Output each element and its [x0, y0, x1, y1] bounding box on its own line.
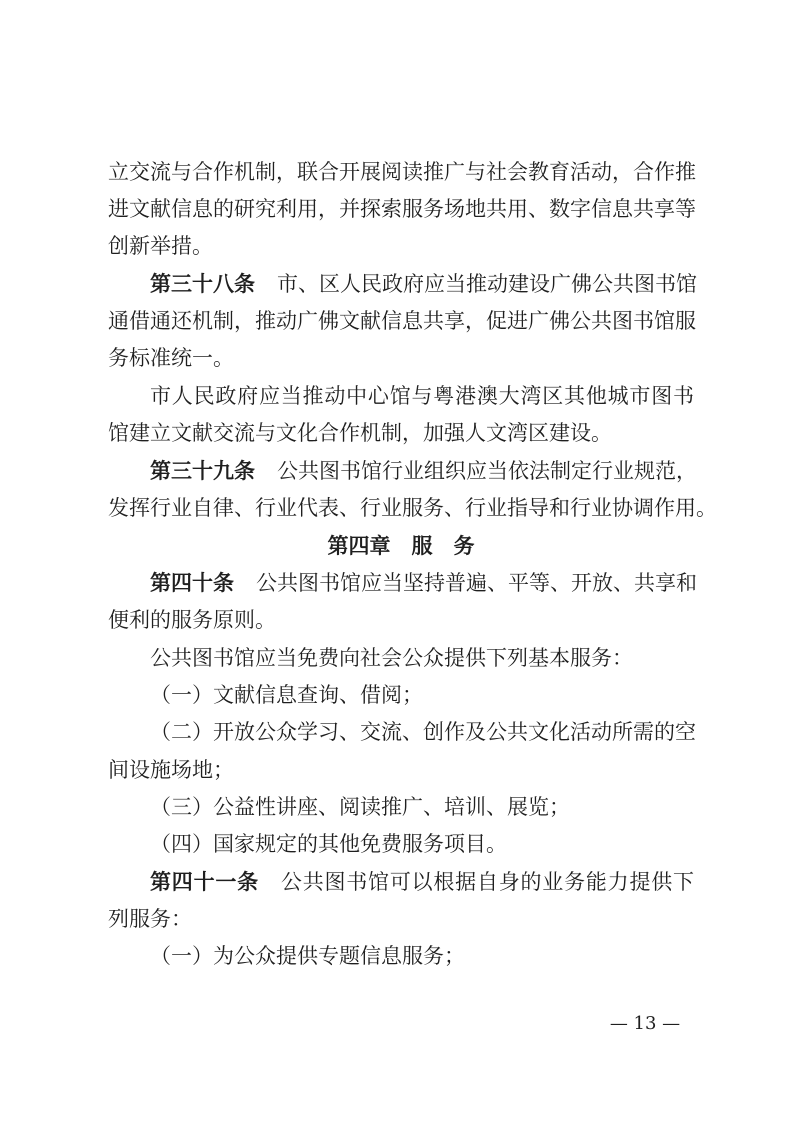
list-item: （二）开放公众学习、交流、创作及公共文化活动所需的空	[150, 720, 696, 744]
article-39-heading: 第三十九条	[150, 458, 255, 483]
paragraph-line: 立交流与合作机制，联合开展阅读推广与社会教育活动，合作推	[108, 160, 696, 184]
article-41-text: 公共图书馆可以根据自身的业务能力提供下	[280, 870, 695, 894]
list-item: （四）国家规定的其他免费服务项目。	[150, 832, 507, 856]
list-item: （三）公益性讲座、阅读推广、培训、展览；	[150, 795, 570, 819]
paragraph-line: 进文献信息的研究利用，并探索服务场地共用、数字信息共享等	[108, 197, 696, 221]
chapter-title: 第四章 服 务	[327, 533, 475, 558]
article-39-text: 公共图书馆行业组织应当依法制定行业规范，	[277, 459, 697, 483]
list-item: （一）为公众提供专题信息服务；	[150, 944, 465, 968]
paragraph-line: 列服务：	[108, 907, 192, 931]
paragraph-line: 馆建立文献交流与文化合作机制，加强人文湾区建设。	[108, 421, 612, 445]
article-40-text: 公共图书馆应当坚持普遍、平等、开放、共享和	[256, 571, 697, 595]
article-38-heading: 第三十八条	[150, 271, 255, 296]
article-41-line	[150, 868, 694, 896]
paragraph-line: 间设施场地；	[108, 758, 234, 782]
article-38-text: 市、区人民政府应当推动建设广佛公共图书馆	[277, 272, 697, 296]
paragraph-line: 公共图书馆应当免费向社会公众提供下列基本服务：	[150, 646, 633, 670]
paragraph-line: 便利的服务原则。	[108, 608, 276, 632]
list-item: （一）文献信息查询、借阅；	[150, 683, 423, 707]
paragraph-line: 市人民政府应当推动中心馆与粤港澳大湾区其他城市图书	[150, 384, 694, 408]
paragraph-line: 通借通还机制，推动广佛文献信息共享，促进广佛公共图书馆服	[108, 309, 696, 333]
article-39-line	[150, 457, 697, 485]
article-40-line	[150, 569, 697, 597]
paragraph-line: 务标准统一。	[108, 346, 234, 370]
paragraph-line: 创新举措。	[108, 234, 213, 258]
paragraph-line: 发挥行业自律、行业代表、行业服务、行业指导和行业协调作用。	[108, 496, 717, 520]
article-38-line	[150, 270, 697, 298]
page-number: — 13 —	[609, 1013, 681, 1034]
article-40-heading: 第四十条	[150, 570, 234, 595]
article-41-heading: 第四十一条	[150, 869, 259, 894]
